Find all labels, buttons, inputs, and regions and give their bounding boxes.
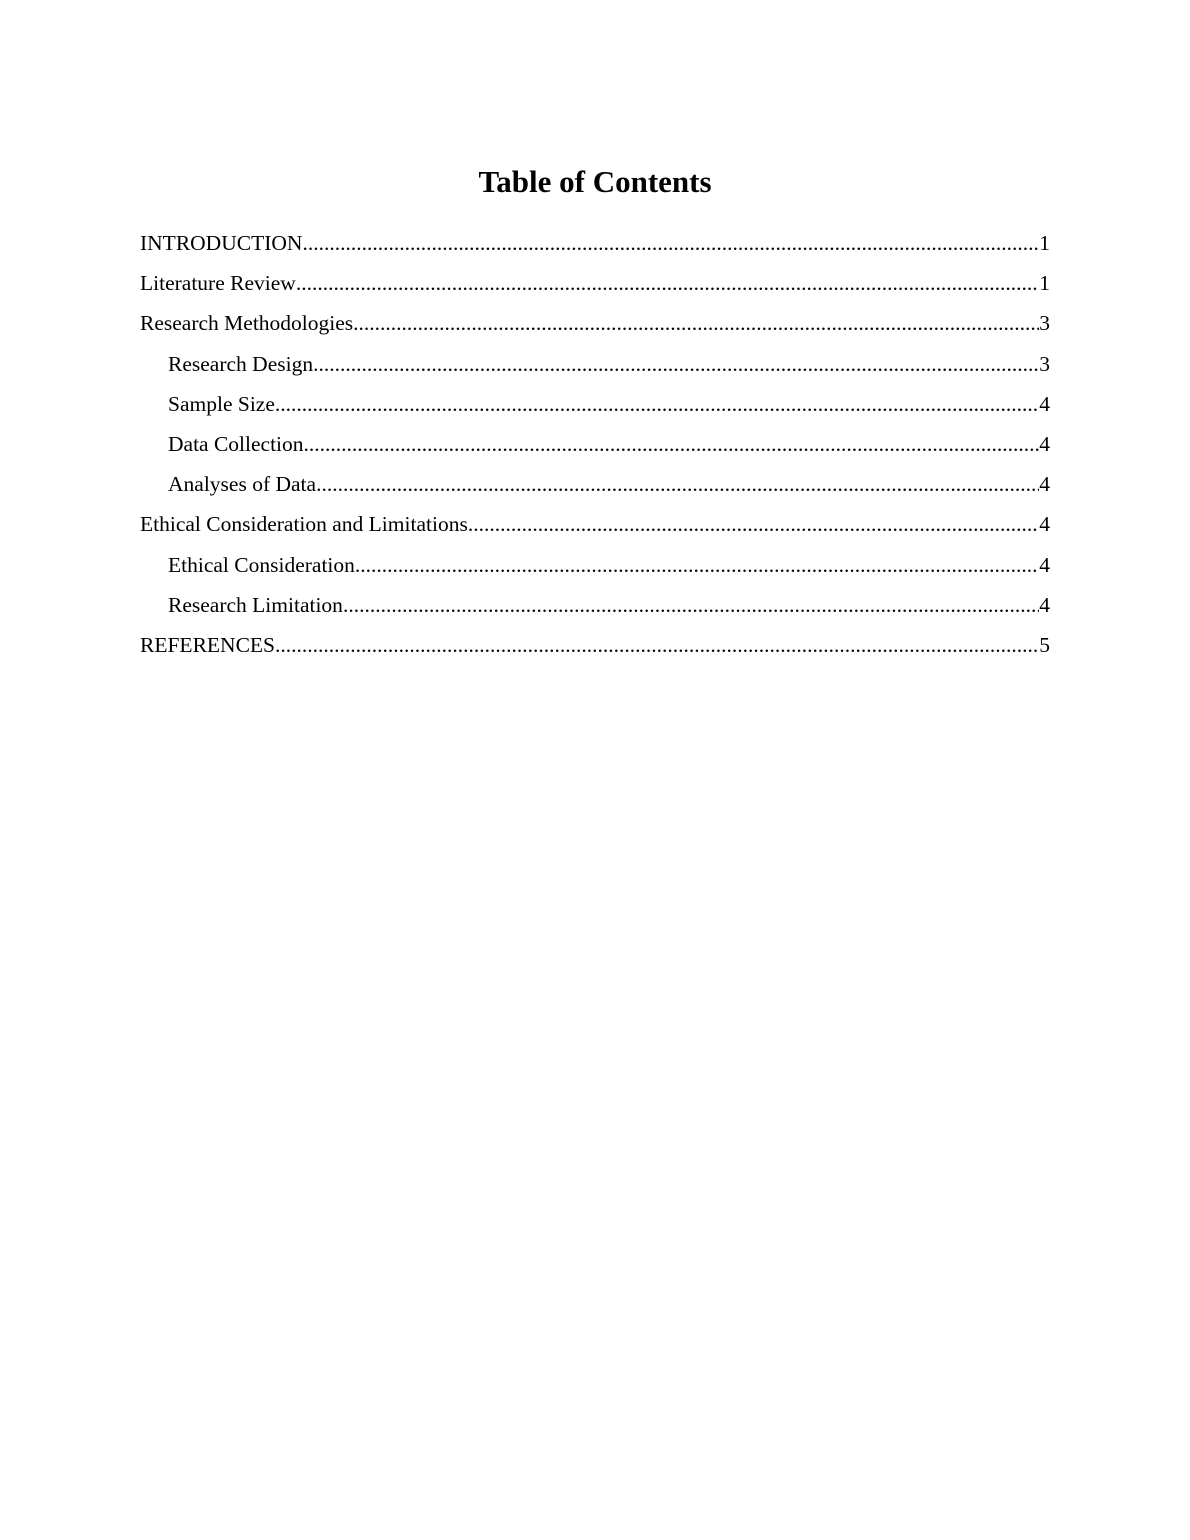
- toc-dot-leader: [316, 469, 1039, 499]
- toc-title: Table of Contents: [478, 164, 712, 199]
- toc-entry-literature-review[interactable]: [140, 268, 1050, 308]
- toc-entry-label: INTRODUCTION: [140, 231, 303, 255]
- toc-dot-leader: [275, 630, 1039, 660]
- toc-page-number: 4: [1039, 472, 1050, 497]
- toc-page-number: 4: [1039, 512, 1050, 537]
- toc-page-number: 3: [1039, 351, 1050, 376]
- toc-entry-research-design[interactable]: [140, 349, 1050, 389]
- toc-dot-leader: [302, 228, 1039, 258]
- toc-entry-label: Data Collection: [168, 431, 304, 456]
- toc-entry-label: Ethical Consideration and Limitations: [140, 512, 468, 537]
- toc-dot-leader: [353, 308, 1039, 338]
- toc-page-number: 3: [1039, 311, 1050, 336]
- toc-page-number: 4: [1039, 592, 1050, 617]
- toc-dot-leader: [275, 389, 1039, 419]
- toc-page-number: 1: [1039, 271, 1050, 296]
- toc-entry-references[interactable]: [140, 630, 1050, 670]
- toc-page-number: 1: [1039, 231, 1050, 255]
- toc-dot-leader: [355, 550, 1039, 580]
- toc-entry-research-methodologies[interactable]: [140, 308, 1050, 348]
- toc-entry-label: REFERENCES: [140, 632, 275, 657]
- toc-dot-leader: [343, 590, 1039, 620]
- toc-entry-label: Literature Review: [140, 271, 296, 296]
- toc-entry-sample-size[interactable]: [140, 389, 1050, 429]
- toc-entry-data-collection[interactable]: [140, 429, 1050, 469]
- toc-page-number: 4: [1039, 391, 1050, 416]
- toc-dot-leader: [313, 349, 1039, 379]
- toc-entry-label: Sample Size: [168, 391, 275, 416]
- toc-entry-ethical-consideration[interactable]: [140, 550, 1050, 590]
- toc-dot-leader: [296, 268, 1039, 298]
- toc-entry-introduction[interactable]: [140, 228, 1050, 268]
- toc-page-number: 5: [1039, 632, 1050, 657]
- toc-entry-analyses-of-data[interactable]: [140, 469, 1050, 509]
- toc-list: [140, 228, 1050, 670]
- toc-entry-research-limitation[interactable]: [140, 590, 1050, 630]
- toc-page-number: 4: [1039, 552, 1050, 577]
- toc-entry-label: Ethical Consideration: [168, 552, 355, 577]
- toc-page-number: 4: [1039, 431, 1050, 456]
- toc-dot-leader: [304, 429, 1040, 459]
- toc-entry-label: Analyses of Data: [168, 472, 317, 497]
- toc-entry-label: Research Methodologies: [140, 311, 354, 336]
- toc-entry-label: Research Limitation: [168, 592, 343, 617]
- toc-dot-leader: [468, 509, 1039, 539]
- toc-entry-ethical-consideration-and-limitations[interactable]: [140, 509, 1050, 549]
- toc-entry-label: Research Design: [168, 351, 314, 376]
